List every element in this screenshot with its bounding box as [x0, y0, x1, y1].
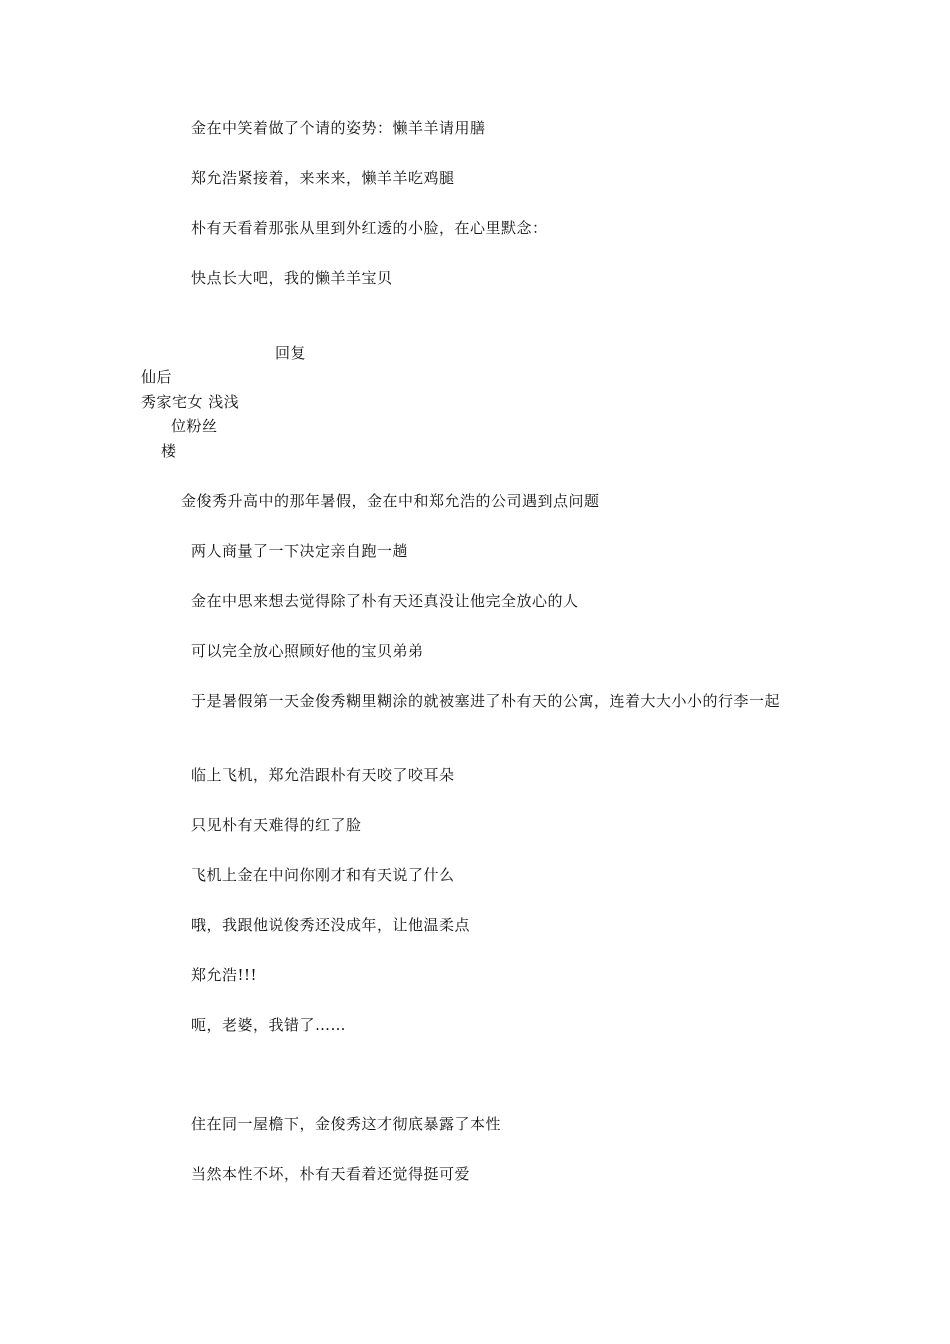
story-line: 临上飞机，郑允浩跟朴有天咬了咬耳朵 — [191, 766, 455, 784]
story-paragraph: 于是暑假第一天金俊秀糊里糊涂的就被塞进了朴有天的公寓，连着大大小小的行李一起 — [191, 692, 781, 710]
story-line: 哦，我跟他说俊秀还没成年，让他温柔点 — [191, 916, 471, 934]
story-line: 飞机上金在中问你刚才和有天说了什么 — [191, 866, 455, 884]
floor-label: 楼 — [161, 442, 177, 460]
story-line: 金俊秀升高中的那年暑假，金在中和郑允浩的公司遇到点问题 — [181, 492, 600, 510]
story-line: 郑允浩紧接着，来来来，懒羊羊吃鸡腿 — [191, 169, 455, 187]
story-line: 郑允浩!!! — [191, 966, 258, 984]
story-line: 快点长大吧，我的懒羊羊宝贝 — [191, 269, 393, 287]
story-line: 当然本性不坏，朴有天看着还觉得挺可爱 — [191, 1165, 471, 1183]
user-title: 秀家宅女 浅浅 — [141, 393, 240, 411]
fans-label: 位粉丝 — [171, 417, 218, 435]
story-line: 呃，老婆，我错了…… — [191, 1016, 347, 1034]
story-line: 金在中笑着做了个请的姿势：懒羊羊请用膳 — [191, 119, 486, 137]
story-line: 只见朴有天难得的红了脸 — [191, 816, 362, 834]
user-rank: 仙后 — [141, 368, 173, 386]
story-line: 朴有天看着那张从里到外红透的小脸，在心里默念： — [191, 219, 548, 237]
story-line: 可以完全放心照顾好他的宝贝弟弟 — [191, 642, 424, 660]
story-line: 两人商量了一下决定亲自跑一趟 — [191, 542, 409, 560]
reply-link[interactable]: 回复 — [275, 344, 307, 362]
story-line: 金在中思来想去觉得除了朴有天还真没让他完全放心的人 — [191, 592, 579, 610]
story-line: 住在同一屋檐下，金俊秀这才彻底暴露了本性 — [191, 1115, 502, 1133]
